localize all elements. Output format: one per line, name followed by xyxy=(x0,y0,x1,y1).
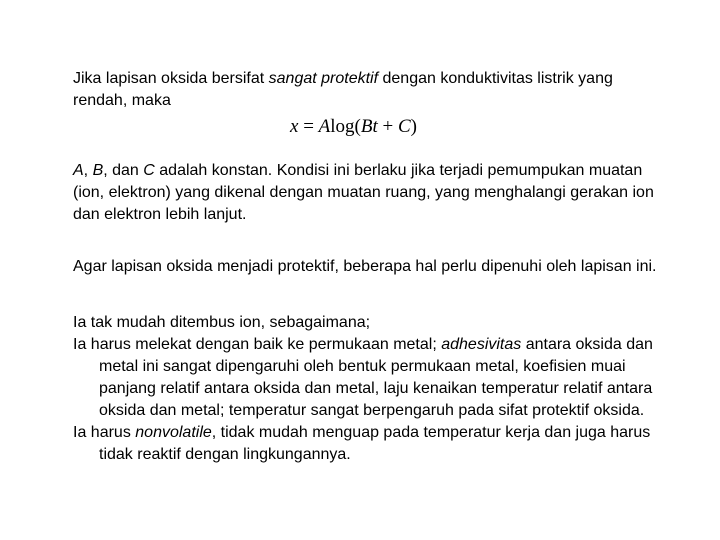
requirement-3-text-b: , tidak mudah menguap pada temperatur kerja dan juga harus tidak reaktif dengan lingkungannya. xyxy=(99,424,651,463)
const-sep1: , xyxy=(83,162,93,179)
const-b: B xyxy=(92,162,104,179)
constants-text: adalah konstan. Kondisi ini berlaku jika terjadi pemumpukan muatan (ion, elektron) yang dikenal dengan muatan ruang, yang menghalangi gerakan ion dan elektron lebih lanjut. xyxy=(73,162,654,223)
formula-c: C xyxy=(397,116,411,137)
const-sep2: , dan xyxy=(103,162,144,179)
intro-text-a: Jika lapisan oksida bersifat xyxy=(73,70,269,87)
intro-emphasis: sangat protektif xyxy=(268,70,379,87)
requirement-item-3 xyxy=(73,422,663,466)
requirement-2-emphasis: adhesivitas xyxy=(441,336,522,353)
formula-a: A xyxy=(318,116,331,137)
formula-x: x xyxy=(290,116,299,137)
requirement-1-text: Ia tak mudah ditembus ion, sebagaimana; xyxy=(73,314,371,331)
constants-paragraph xyxy=(73,160,673,226)
formula xyxy=(290,115,417,139)
const-c: C xyxy=(143,162,155,179)
formula-b: B xyxy=(360,116,373,137)
const-a: A xyxy=(73,162,84,179)
requirements-list xyxy=(73,312,663,466)
requirement-item-1 xyxy=(73,312,663,334)
requirement-3-emphasis: nonvolatile xyxy=(135,424,212,441)
formula-equals: = xyxy=(298,116,319,137)
intro-text-b: dengan konduktivitas listrik yang rendah, maka xyxy=(73,70,613,109)
formula-close: ) xyxy=(410,116,417,137)
requirement-2-text-a: Ia harus melekat dengan baik ke permukaan metal; xyxy=(73,336,442,353)
protective-paragraph xyxy=(73,256,673,278)
requirement-2-text-b: antara oksida dan metal ini sangat dipengaruhi oleh bentuk permukaan metal, koefisien muai panjang relatif antara oksida dan metal, laju kenaikan temperatur relatif antara oksida dan metal; temperatur sangat berpengaruh pada sifat protektif oksida. xyxy=(99,336,653,419)
formula-plus: + xyxy=(377,116,398,137)
intro-paragraph xyxy=(73,68,663,112)
requirement-3-text-a: Ia harus xyxy=(73,424,136,441)
protective-text: Agar lapisan oksida menjadi protektif, beberapa hal perlu dipenuhi oleh lapisan ini. xyxy=(73,258,657,275)
requirement-item-2 xyxy=(73,334,663,422)
formula-log: log( xyxy=(330,116,361,137)
formula-t: t xyxy=(372,116,378,137)
